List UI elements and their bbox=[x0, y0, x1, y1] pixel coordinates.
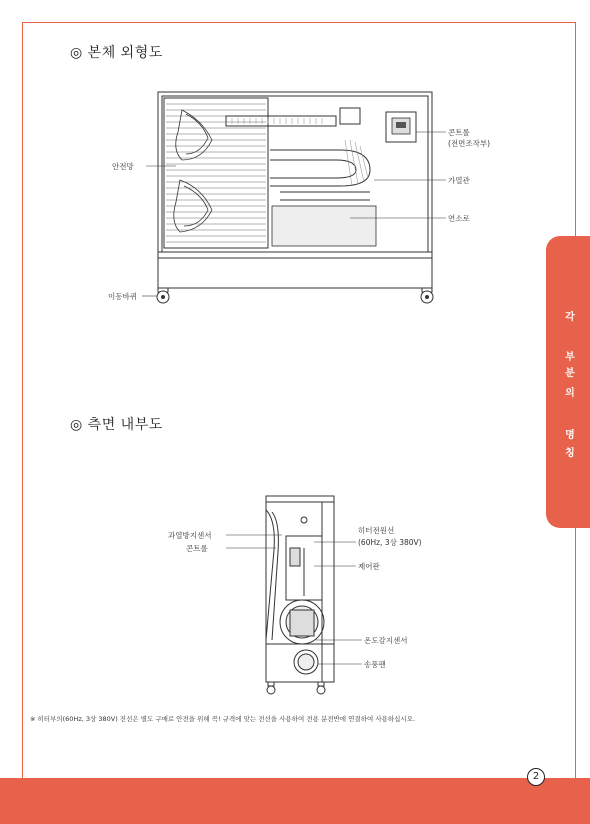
overheat-sensor-label: 과열방지센서 bbox=[168, 531, 212, 540]
page-number: 2 bbox=[527, 768, 545, 786]
furnace-label: 연소로 bbox=[448, 214, 470, 223]
footer-band bbox=[0, 778, 590, 824]
warning-note: ※ 히터부의(60Hz, 3상 380V) 전선은 별도 구매로 안전을 위해 꼭! 규격에 맞는 전선을 사용하여 전용 분전반에 연결하여 사용하십시오. bbox=[30, 715, 416, 723]
side-tab-char: 부 bbox=[565, 352, 575, 363]
power-spec-label: (60Hz, 3상 380V) bbox=[358, 538, 422, 547]
side-tab-char: 칭 bbox=[565, 448, 575, 459]
side-tab-char: 각 bbox=[565, 312, 575, 323]
fan-label: 송풍팬 bbox=[364, 660, 386, 669]
side-tab-char: 분 bbox=[565, 368, 575, 379]
caster-label: 이동바퀴 bbox=[108, 292, 137, 301]
side-view-title: ◎ 측면 내부도 bbox=[70, 417, 163, 433]
heat-pipe-label: 가열관 bbox=[448, 176, 470, 185]
temp-sensor-label: 온도감지센서 bbox=[364, 636, 408, 645]
guard-label: 안전망 bbox=[112, 162, 134, 171]
control-board-label: 제어판 bbox=[358, 562, 380, 571]
side-tab-char: 명 bbox=[565, 430, 575, 441]
front-view-title: ◎ 본체 외형도 bbox=[70, 45, 163, 61]
control-label: 콘트롤 bbox=[448, 128, 470, 137]
side-tab-char: 의 bbox=[565, 388, 575, 399]
side-control-label: 콘트롤 bbox=[186, 544, 208, 553]
control-sub-label: (전면조작부) bbox=[448, 139, 491, 148]
power-line-label: 히터전원선 bbox=[358, 526, 395, 535]
